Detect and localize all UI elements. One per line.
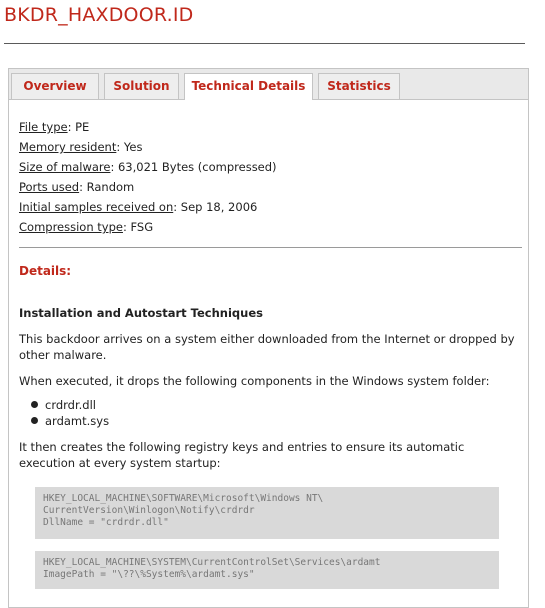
paragraph-registry: It then creates the following registry keys and entries to ensure its automatic execution at every system startup: xyxy=(19,440,465,470)
fact-label[interactable]: Memory resident xyxy=(19,140,117,154)
tab-bar xyxy=(9,69,528,100)
tab-panel xyxy=(8,68,529,608)
fact-value: Random xyxy=(86,180,135,194)
title-divider xyxy=(4,43,525,44)
tab-statistics[interactable]: Statistics xyxy=(318,73,400,99)
tab-overview[interactable]: Overview xyxy=(11,73,99,99)
fact-ports-used: Ports used: Random xyxy=(19,180,135,194)
fact-label[interactable]: Compression type xyxy=(19,220,123,234)
fact-label[interactable]: Ports used xyxy=(19,180,80,194)
fact-value: Yes xyxy=(123,140,143,154)
list-item xyxy=(31,414,109,428)
fact-initial-samples: Initial samples received on: Sep 18, 2006 xyxy=(19,200,258,214)
component-name: ardamt.sys xyxy=(45,414,110,428)
fact-size-of-malware: Size of malware: 63,021 Bytes (compressed) xyxy=(19,160,277,174)
fact-memory-resident: Memory resident: Yes xyxy=(19,140,143,154)
component-name: crdrdr.dll xyxy=(45,398,96,412)
fact-value: FSG xyxy=(130,220,154,234)
fact-value: PE xyxy=(75,120,90,134)
paragraph-arrival: This backdoor arrives on a system either downloaded from the Internet or dropped by other malware. xyxy=(19,332,515,362)
registry-code-block: HKEY_LOCAL_MACHINE\SYSTEM\CurrentControlSet\Services\ardamt ImagePath = "\??\%System%\ardamt.sys" xyxy=(35,551,499,589)
list-item xyxy=(31,398,96,412)
registry-code-block: HKEY_LOCAL_MACHINE\SOFTWARE\Microsoft\Windows NT\ CurrentVersion\Winlogon\Notify\crdrdr DllName = "crdrdr.dll" xyxy=(35,487,499,539)
bullet-icon xyxy=(31,401,38,408)
fact-value: 63,021 Bytes (compressed) xyxy=(117,160,277,174)
tab-technical-details[interactable]: Technical Details xyxy=(184,73,313,100)
page-title: BKDR_HAXDOOR.ID xyxy=(4,4,194,26)
details-heading: Details: xyxy=(19,264,72,278)
fact-label[interactable]: Initial samples received on xyxy=(19,200,174,214)
fact-value: Sep 18, 2006 xyxy=(180,200,258,214)
section-subheading: Installation and Autostart Techniques xyxy=(19,306,263,320)
bullet-icon xyxy=(31,417,38,424)
fact-compression-type: Compression type: FSG xyxy=(19,220,154,234)
fact-label[interactable]: Size of malware xyxy=(19,160,111,174)
tab-solution[interactable]: Solution xyxy=(104,73,179,99)
fact-file-type: File type: PE xyxy=(19,120,90,134)
section-divider xyxy=(19,247,522,248)
fact-label[interactable]: File type xyxy=(19,120,68,134)
paragraph-drops: When executed, it drops the following components in the Windows system folder: xyxy=(19,374,490,388)
